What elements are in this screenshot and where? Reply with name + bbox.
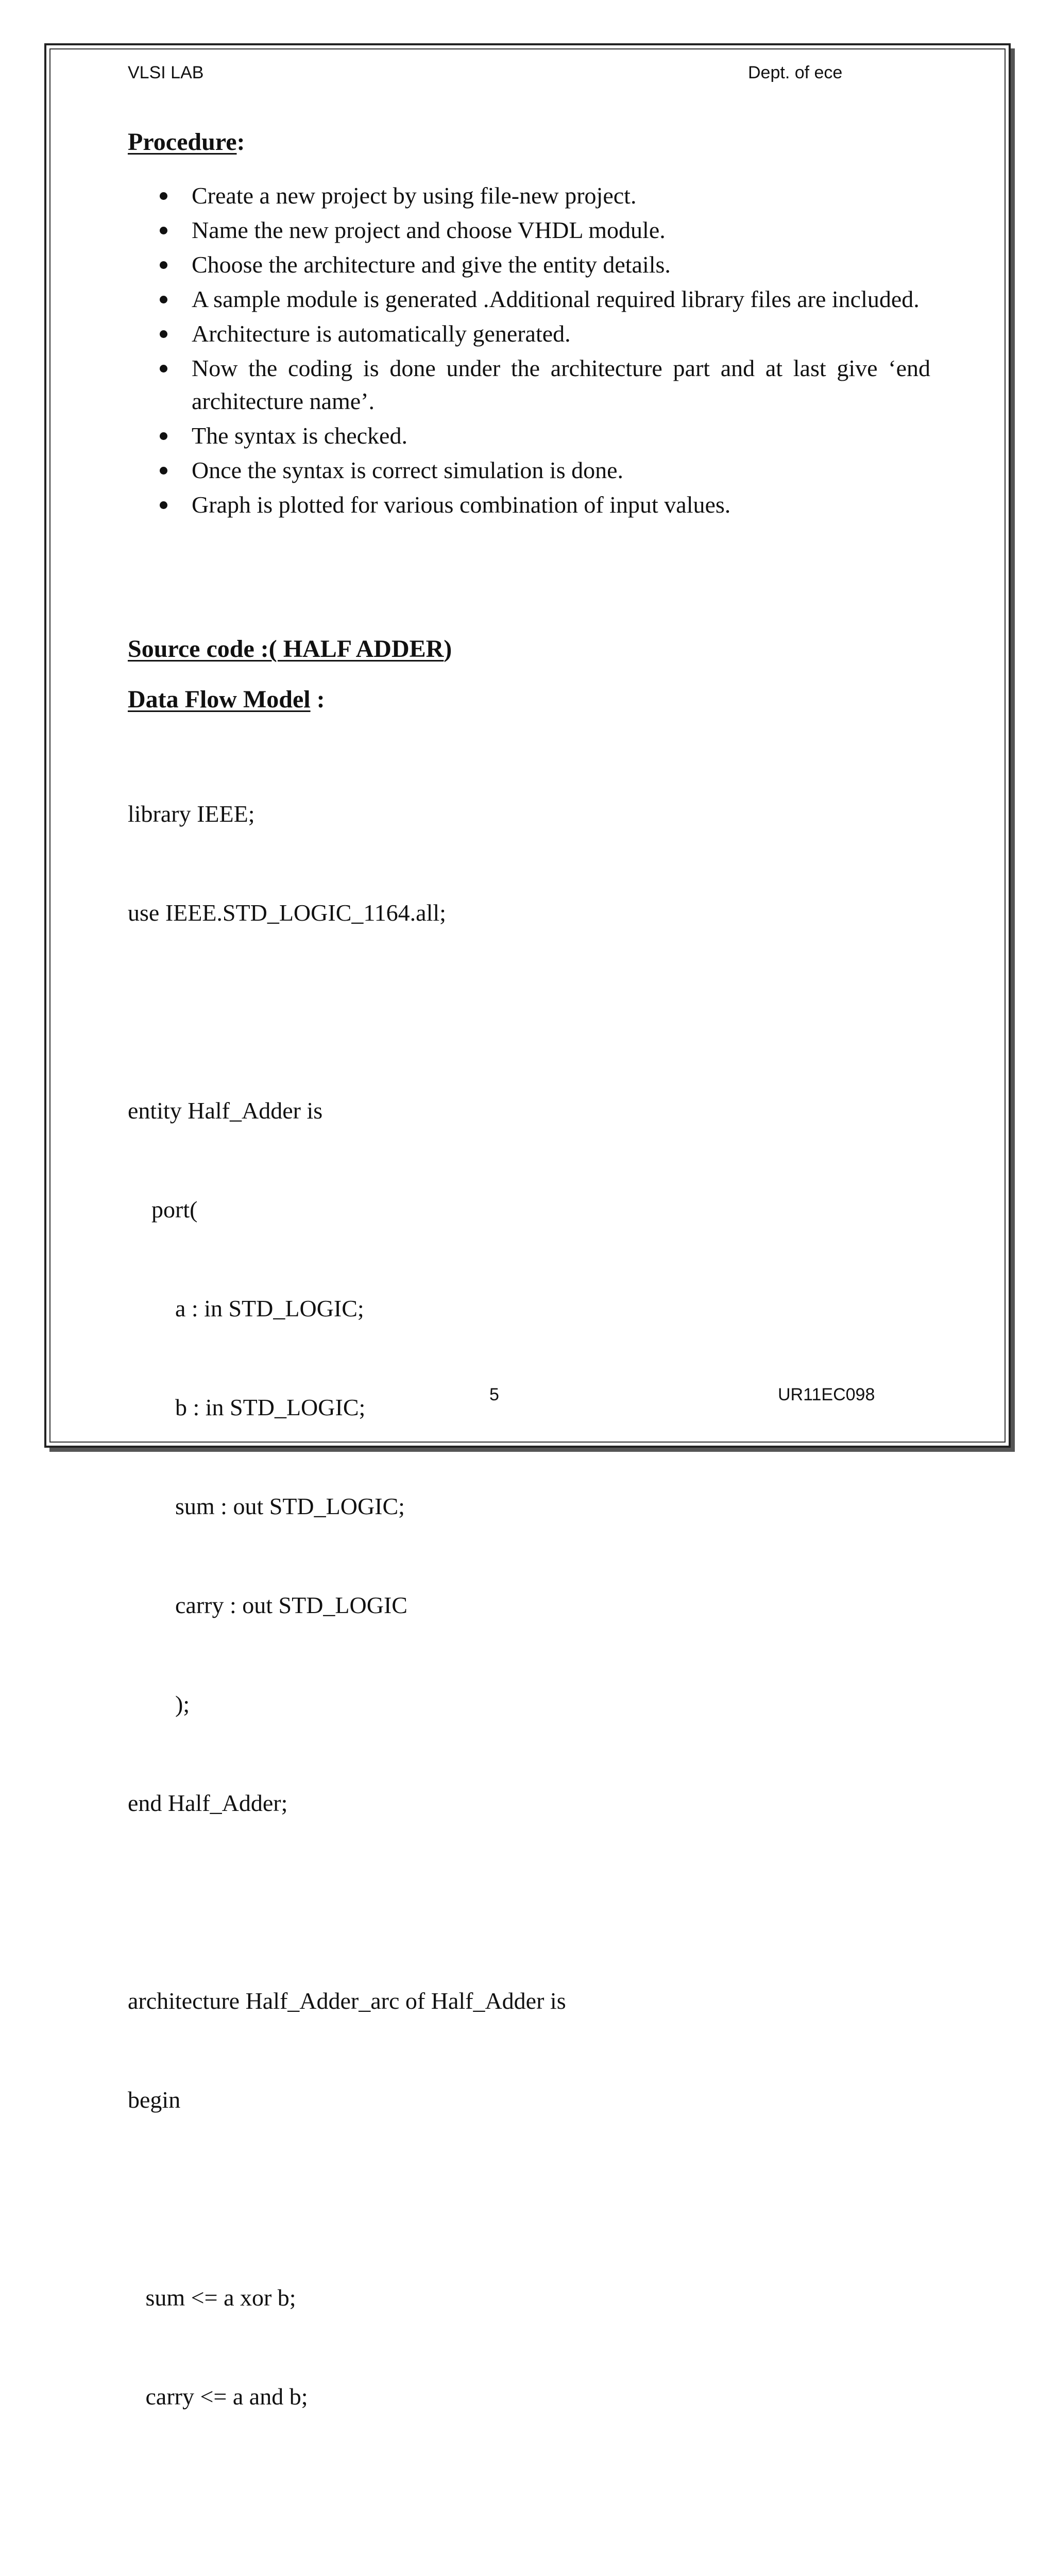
list-item-text: A sample module is generated .Additional required library files are included. (192, 286, 920, 312)
procedure-heading-text: Procedure (128, 128, 237, 156)
list-item-text: Create a new project by using file-new project. (192, 182, 637, 209)
page-border-shadow-right (1011, 48, 1015, 1452)
code-line: library IEEE; (128, 801, 255, 827)
bullet-icon (160, 261, 167, 269)
code-line (128, 2182, 566, 2215)
data-flow-heading-text: Data Flow Model (128, 686, 311, 713)
list-item (160, 317, 930, 350)
code-line (128, 2479, 566, 2512)
header-left: VLSI LAB (128, 63, 204, 82)
procedure-list (160, 179, 930, 523)
code-line: begin (128, 2087, 181, 2113)
list-item (160, 454, 930, 487)
code-line (128, 1886, 566, 1919)
list-item-text: Once the syntax is correct simulation is done. (192, 457, 624, 483)
list-item (160, 352, 930, 418)
code-line: sum : out STD_LOGIC; (128, 1493, 405, 1519)
list-item-text: Architecture is automatically generated. (192, 320, 571, 347)
bullet-icon (160, 296, 167, 303)
code-line: ); (128, 1691, 190, 1717)
bullet-icon (160, 467, 167, 474)
bullet-icon (160, 432, 167, 440)
code-line: carry <= a and b; (128, 2383, 308, 2410)
list-item-text: Graph is plotted for various combination of input values. (192, 492, 731, 518)
code-line: end Half_Adder; (128, 1790, 288, 1816)
bullet-icon (160, 501, 167, 509)
code-line: use IEEE.STD_LOGIC_1164.all; (128, 900, 446, 926)
code-line: entity Half_Adder is (128, 1097, 323, 1124)
code-line: b : in STD_LOGIC; (128, 1394, 366, 1420)
list-item (160, 283, 930, 316)
bullet-icon (160, 192, 167, 200)
bullet-icon (160, 227, 167, 234)
source-code-heading-text: Source code :( HALF ADDER (128, 635, 444, 663)
source-code-heading-paren: ) (444, 635, 452, 663)
source-code-heading (128, 635, 452, 663)
data-flow-heading (128, 685, 325, 714)
code-line: architecture Half_Adder_arc of Half_Adder is (128, 1988, 566, 2014)
code-line: port( (128, 1196, 198, 1223)
code-line: a : in STD_LOGIC; (128, 1295, 364, 1321)
roll-number: UR11EC098 (778, 1385, 875, 1404)
code-block (128, 732, 566, 2576)
list-item (160, 419, 930, 452)
list-item-text: Name the new project and choose VHDL module. (192, 217, 666, 243)
code-line: carry : out STD_LOGIC (128, 1592, 407, 1618)
list-item-text: The syntax is checked. (192, 422, 407, 449)
bullet-icon (160, 365, 167, 372)
data-flow-heading-colon: : (310, 686, 325, 713)
list-item (160, 488, 930, 521)
procedure-heading (128, 128, 245, 156)
page-number: 5 (489, 1385, 499, 1404)
code-line (128, 995, 566, 1028)
list-item-text: Now the coding is done under the architecture part and at last give ‘end architecture name’. (192, 355, 930, 414)
list-item (160, 248, 930, 281)
bullet-icon (160, 330, 167, 338)
code-line: sum <= a xor b; (128, 2284, 296, 2311)
list-item (160, 214, 930, 247)
procedure-heading-colon: : (236, 128, 245, 156)
list-item-text: Choose the architecture and give the entity details. (192, 251, 671, 278)
header-right: Dept. of ece (748, 63, 843, 82)
list-item (160, 179, 930, 212)
